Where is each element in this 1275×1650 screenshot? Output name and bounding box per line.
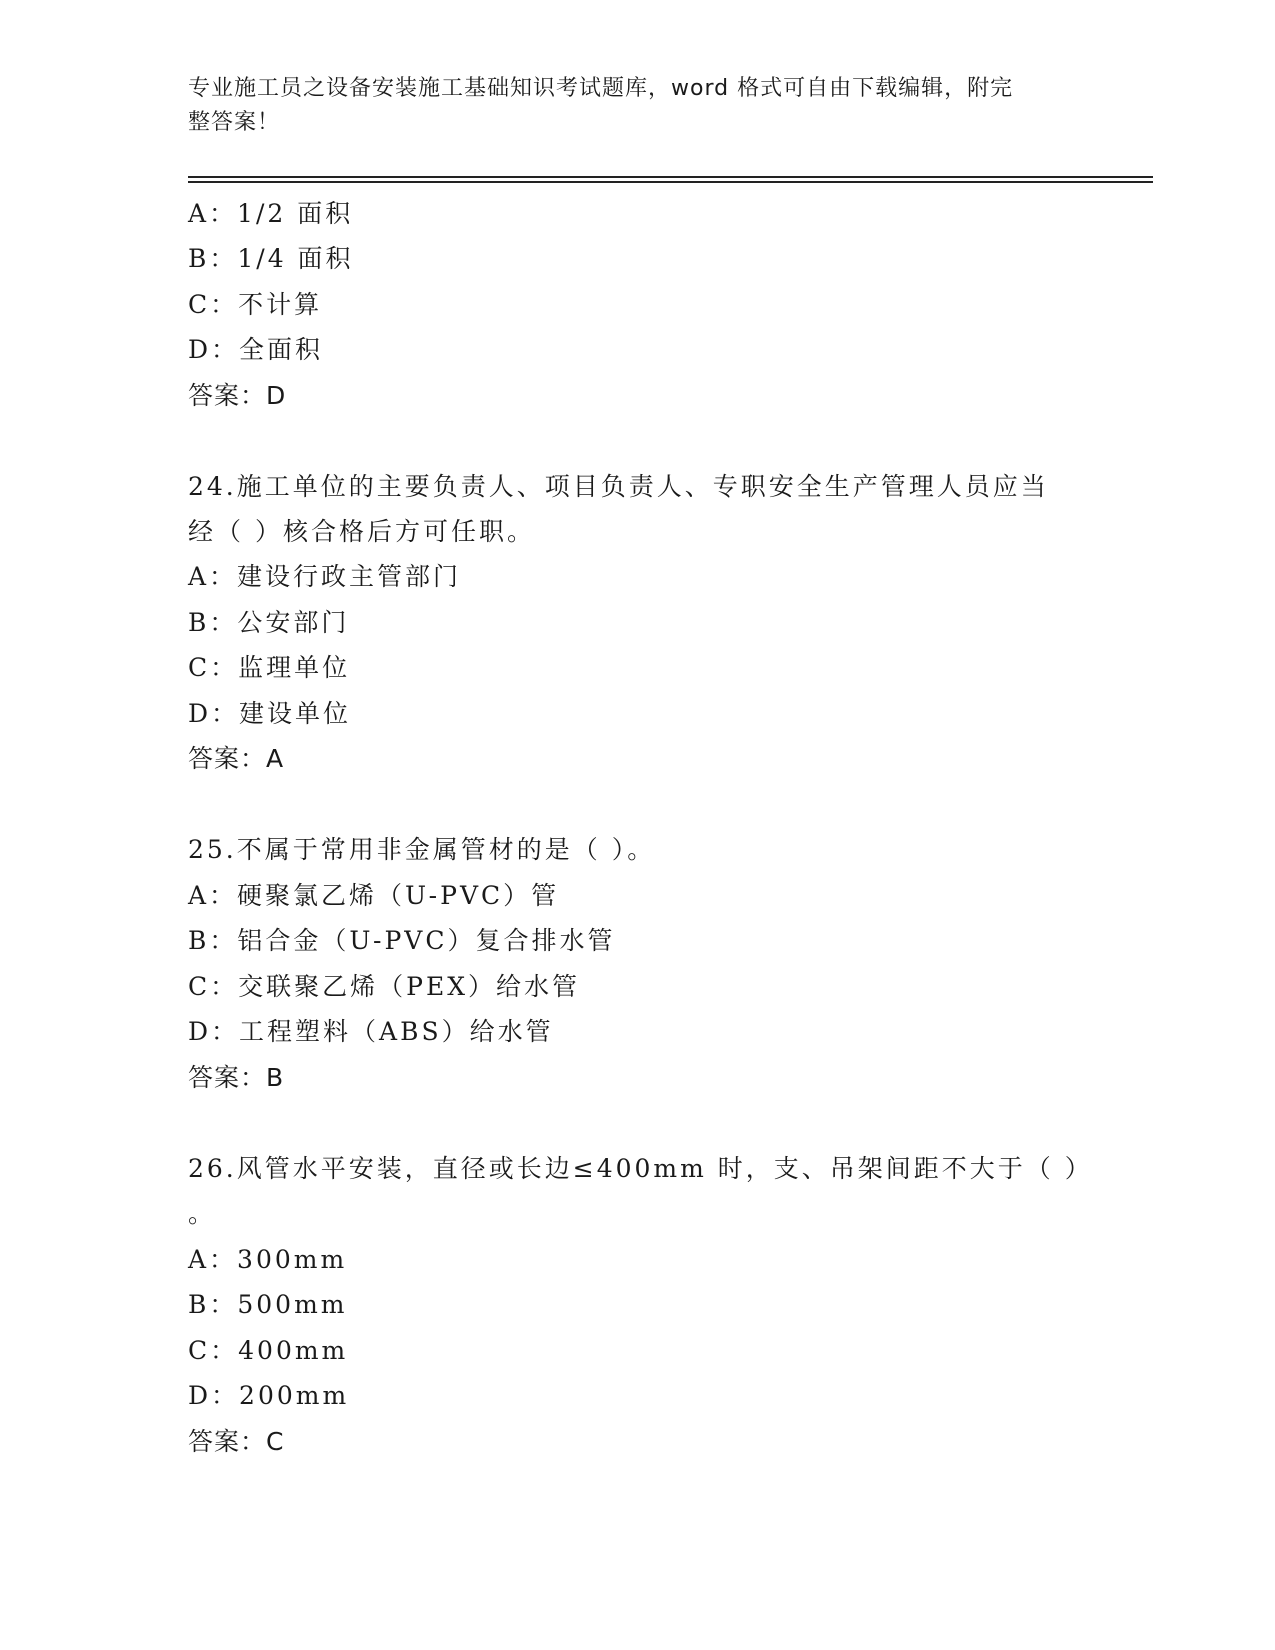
q23-answer: 答案：D bbox=[188, 381, 287, 410]
q26-option-d: D：200mm bbox=[188, 1381, 350, 1410]
q23-option-a: A：1/2 面积 bbox=[188, 199, 354, 228]
q24-answer: 答案：A bbox=[188, 744, 285, 773]
q23-option-c: C：不计算 bbox=[188, 290, 323, 319]
header-divider-bottom bbox=[188, 181, 1153, 183]
q26-option-c: C：400mm bbox=[188, 1336, 349, 1365]
q25-option-a: A：硬聚氯乙烯（U-PVC）管 bbox=[188, 881, 560, 910]
q24-stem-line-2: 经（ ）核合格后方可任职。 bbox=[188, 517, 535, 546]
q24-option-a: A：建设行政主管部门 bbox=[188, 562, 462, 591]
q25-option-d: D：工程塑料（ABS）给水管 bbox=[188, 1017, 554, 1046]
q24-option-c: C：监理单位 bbox=[188, 653, 351, 682]
header-divider-top bbox=[188, 176, 1153, 178]
q23-option-b: B：1/4 面积 bbox=[188, 244, 354, 273]
q25-answer: 答案：B bbox=[188, 1063, 285, 1092]
q23-option-d: D：全面积 bbox=[188, 335, 324, 364]
q25-stem: 25.不属于常用非金属管材的是（ ）。 bbox=[188, 835, 656, 864]
header-line-1: 专业施工员之设备安装施工基础知识考试题库，word 格式可自由下载编辑，附完 bbox=[188, 76, 1014, 101]
q26-option-a: A：300mm bbox=[188, 1245, 348, 1274]
q26-option-b: B：500mm bbox=[188, 1290, 348, 1319]
q25-option-c: C：交联聚乙烯（PEX）给水管 bbox=[188, 972, 580, 1001]
q25-option-b: B：铝合金（U-PVC）复合排水管 bbox=[188, 926, 616, 955]
header-line-2: 整答案！ bbox=[188, 110, 281, 135]
document-header bbox=[188, 72, 1088, 140]
q26-stem-line-1: 26.风管水平安装，直径或长边≤400mm 时，支、吊架间距不大于（ ） bbox=[188, 1154, 1093, 1183]
q26-answer: 答案：C bbox=[188, 1427, 285, 1456]
q24-stem-line-1: 24.施工单位的主要负责人、项目负责人、专职安全生产管理人员应当 bbox=[188, 472, 1049, 501]
q24-option-b: B：公安部门 bbox=[188, 608, 350, 637]
q26-stem-line-2: 。 bbox=[188, 1199, 217, 1228]
q24-option-d: D：建设单位 bbox=[188, 699, 352, 728]
